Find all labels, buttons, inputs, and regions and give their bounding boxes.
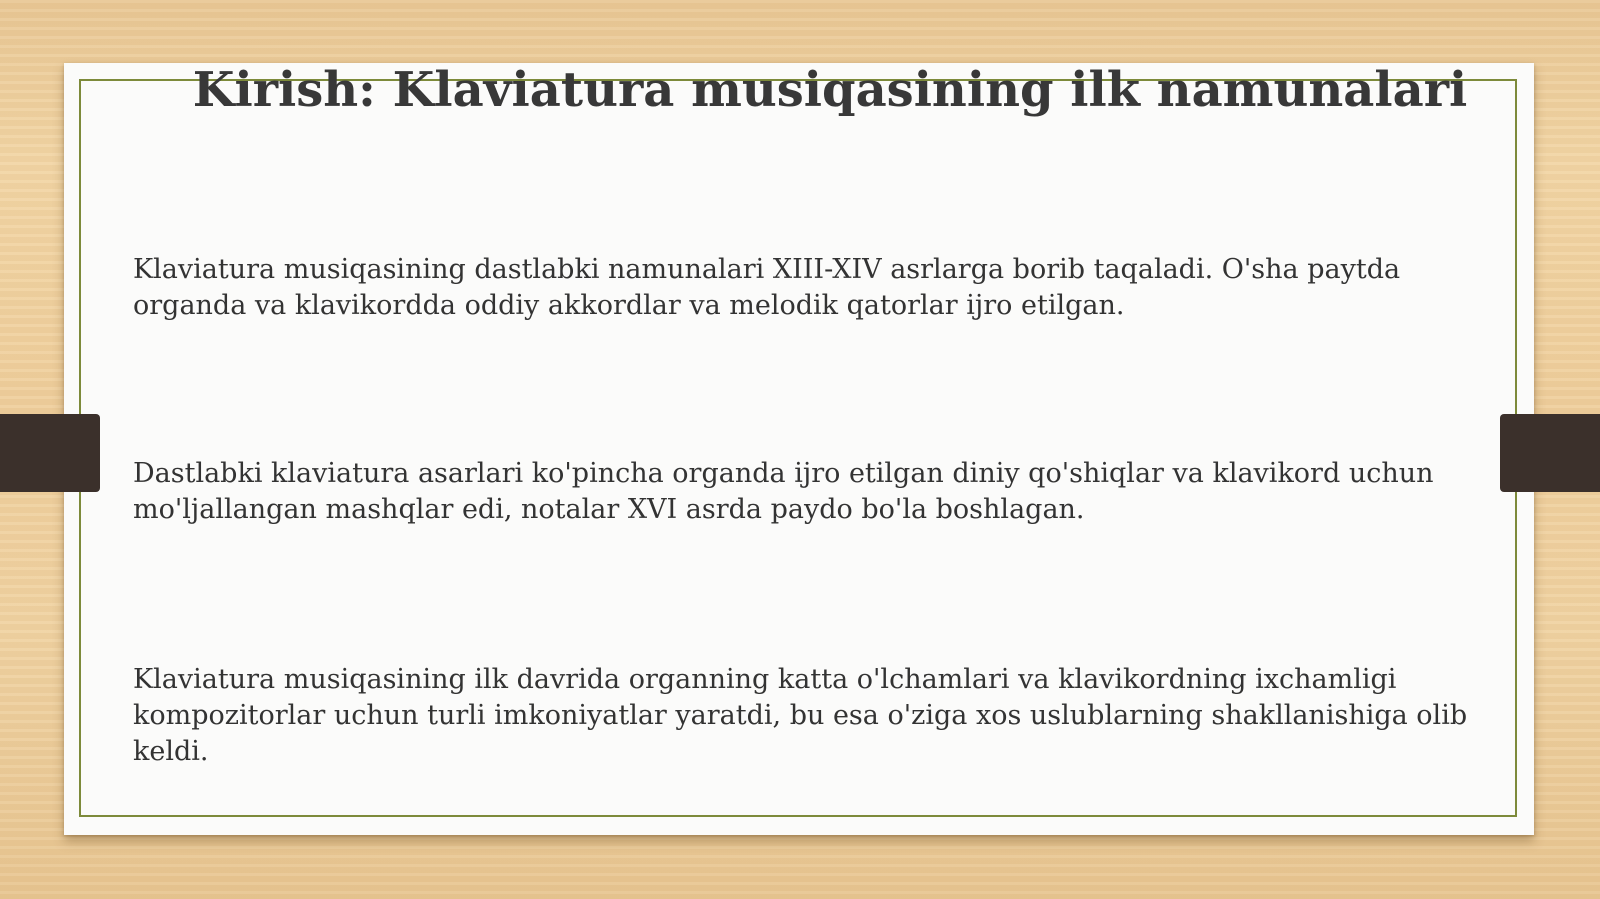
right-side-tab [1500, 414, 1600, 492]
left-side-tab [0, 414, 100, 492]
paragraph-1: Klaviatura musiqasining dastlabki namunalari XIII-XIV asrlarga borib taqaladi. O'sha paytda organda va klavikordda oddiy akkordlar va melodik qatorlar ijro etilgan. [133, 254, 1401, 321]
slide-title: Kirish: Klaviatura musiqasining ilk namunalari [192, 62, 1468, 118]
paragraph-3: Klaviatura musiqasining ilk davrida organning katta o'lchamlari va klavikordning ixchamligi kompozitorlar uchun turli imkoniyatlar yaratdi, bu esa o'ziga xos uslublarning shakllanishiga olib keldi. [133, 664, 1468, 767]
paragraph-2: Dastlabki klaviatura asarlari ko'pincha organda ijro etilgan diniy qo'shiqlar va klavikord uchun mo'ljallangan mashqlar edi, notalar XVI asrda paydo bo'la boshlagan. [133, 458, 1434, 525]
